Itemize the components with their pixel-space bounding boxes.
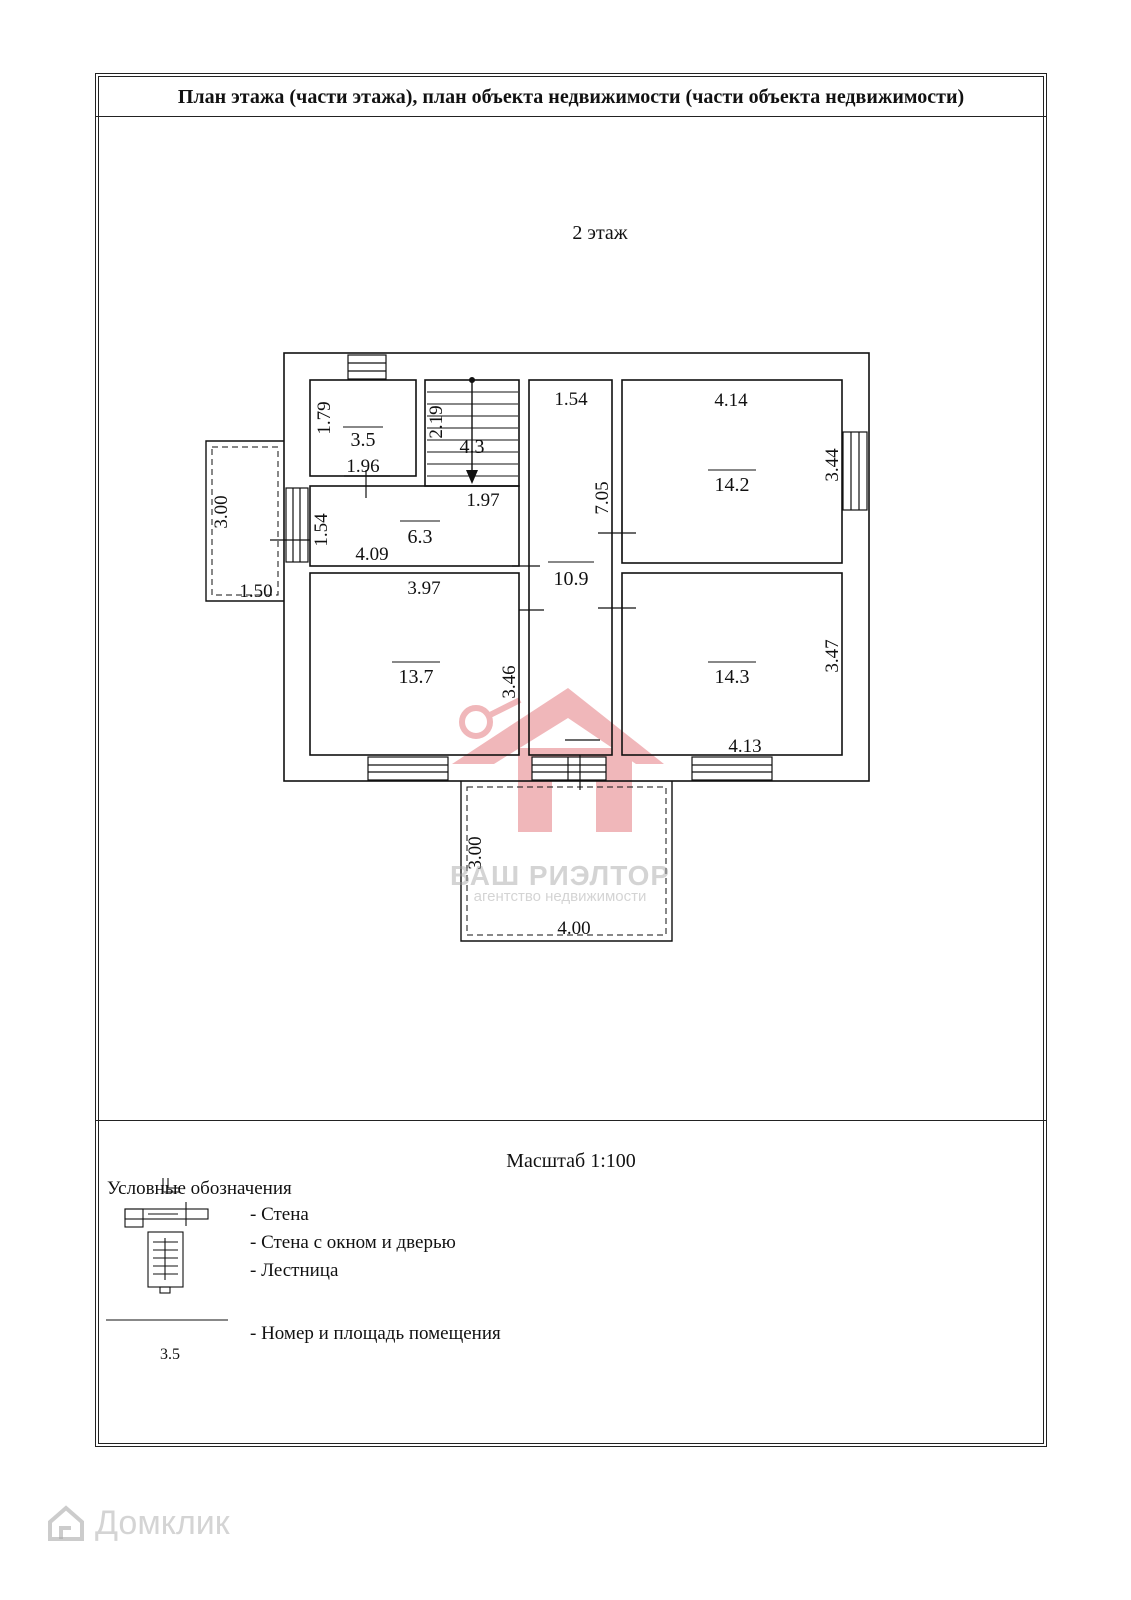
dim-4-00: 4.00 [557, 918, 591, 939]
dim-4-13: 4.13 [728, 736, 762, 757]
dim-3-00-bottom: 3.00 [465, 836, 486, 870]
dim-1-54-top: 1.54 [554, 389, 588, 410]
dim-3-00-left: 3.00 [211, 495, 232, 529]
dim-1-54-left: 1.54 [311, 513, 332, 547]
dimension-labels [211, 389, 843, 939]
brand-label: Домклик [95, 1503, 230, 1542]
dim-1-79: 1.79 [314, 401, 335, 435]
room-area-3-5: 3.5 [350, 429, 376, 451]
room-labels [343, 427, 756, 688]
dim-3-47: 3.47 [822, 639, 843, 673]
room-area-13-7: 13.7 [398, 666, 434, 688]
room-area-14-2: 14.2 [714, 474, 750, 496]
legend-item-room-area: - Номер и площадь помещения [250, 1323, 501, 1344]
dim-3-46: 3.46 [499, 665, 520, 699]
dim-3-44: 3.44 [822, 448, 843, 482]
room-area-6-3: 6.3 [407, 526, 433, 548]
dim-7-05: 7.05 [592, 481, 613, 515]
dim-1-97: 1.97 [466, 490, 500, 511]
room-area-14-3: 14.3 [714, 666, 750, 688]
legend-item-stair: - Лестница [250, 1260, 339, 1281]
legend-sample-area: 3.5 [160, 1346, 180, 1363]
room-area-4-3: 4.3 [459, 436, 485, 458]
legend-title: Условные обозначения [107, 1178, 292, 1199]
stair-arrow-icon [466, 470, 478, 484]
home-icon [45, 1502, 87, 1544]
legend-item-wall: - Стена [250, 1204, 309, 1225]
brand-logo [45, 1502, 230, 1544]
dim-3-97: 3.97 [407, 578, 441, 599]
stair-start-dot [469, 377, 475, 383]
dim-2-19: 2.19 [426, 405, 447, 439]
legend-item-window-door: - Стена с окном и дверью [250, 1232, 456, 1253]
scale-label: Масштаб 1:100 [506, 1150, 636, 1172]
watermark-text: ВАШ РИЭЛТОР агентство недвижимости [449, 860, 671, 905]
dim-4-14: 4.14 [714, 390, 748, 411]
page-title: План этажа (части этажа), план объекта недвижимости (части объекта недвижимости) [177, 86, 965, 108]
dim-1-96: 1.96 [346, 456, 380, 477]
room-14-3 [622, 573, 842, 755]
dim-4-09: 4.09 [355, 544, 389, 565]
room-area-10-9: 10.9 [553, 568, 589, 590]
dim-1-50: 1.50 [239, 581, 273, 602]
floor-label: 2 этаж [572, 222, 628, 244]
